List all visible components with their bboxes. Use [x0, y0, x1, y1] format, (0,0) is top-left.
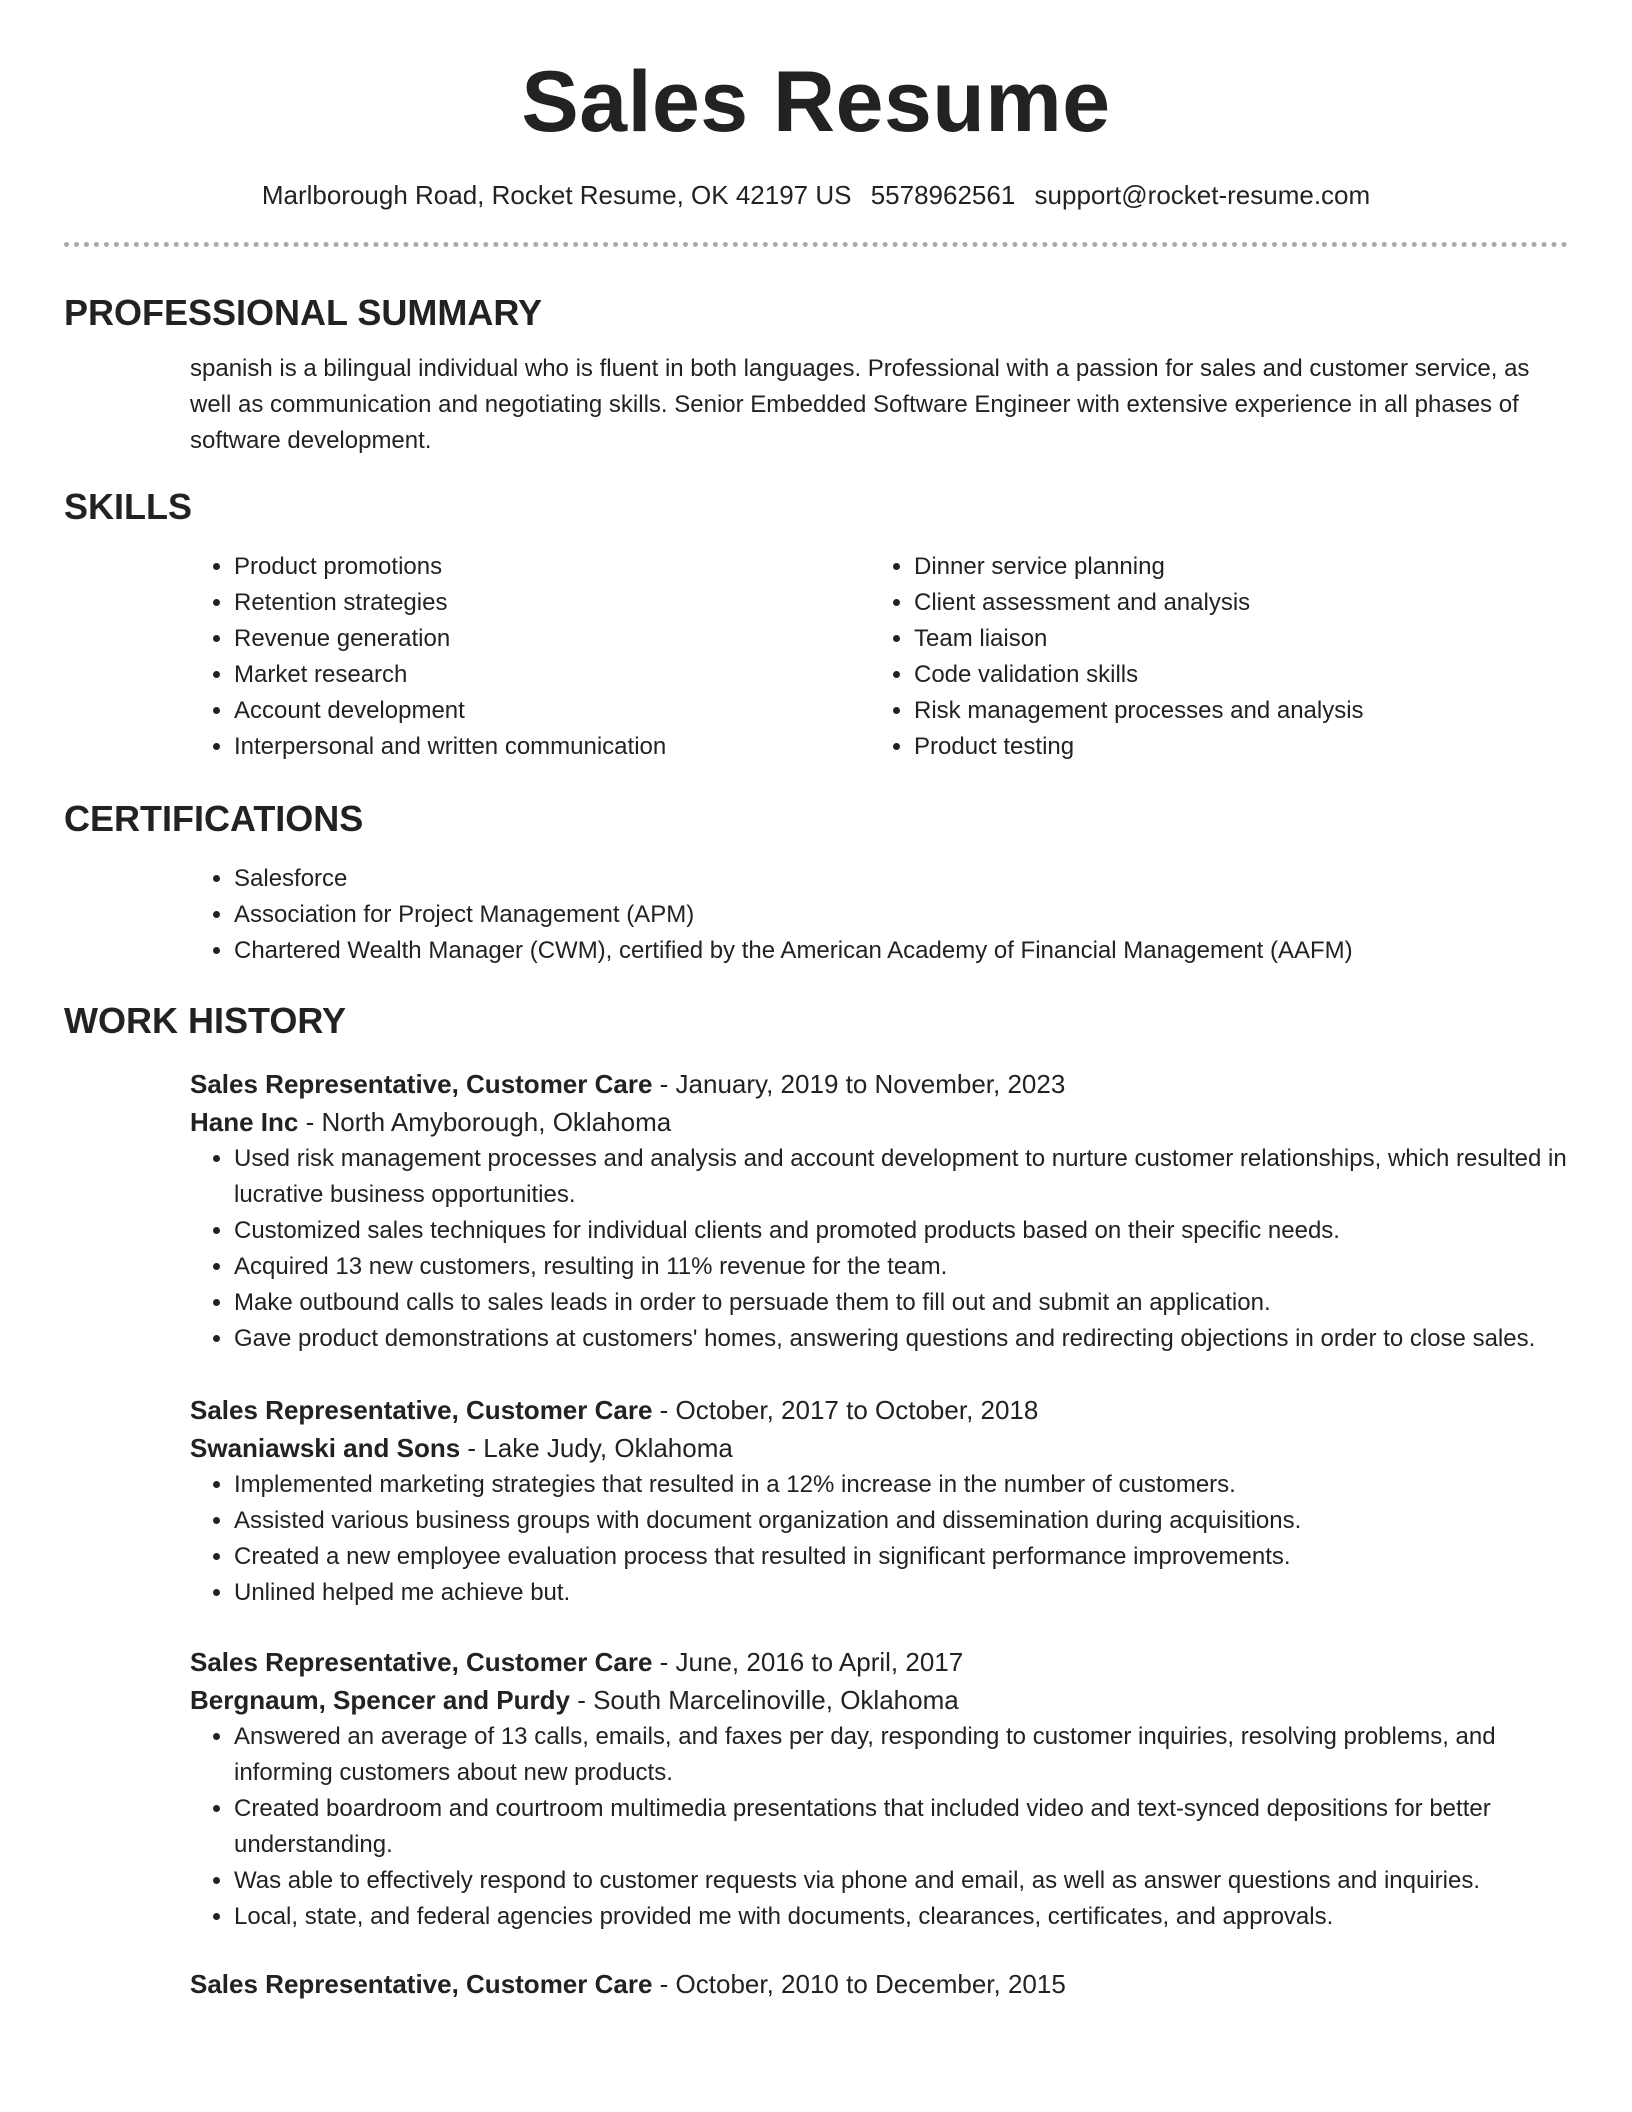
job-bullet: • Implemented marketing strategies that resulted in a 12% increase in the number of customers.	[234, 1467, 1568, 1503]
certification-item: • Chartered Wealth Manager (CWM), certified by the American Academy of Financial Management (AAFM)	[234, 933, 1568, 969]
job-bullet: • Used risk management processes and analysis and account development to nurture customer relationships, which resulted in lucrative business opportunities.	[234, 1141, 1568, 1213]
certification-item: • Salesforce	[234, 861, 1568, 897]
job-entry	[190, 1391, 1568, 1611]
contact-line	[64, 178, 1568, 212]
job-title-line	[190, 1643, 1568, 1681]
job-company-line	[190, 1429, 1568, 1467]
job-bullet: • Created boardroom and courtroom multimedia presentations that included video and text-synced depositions for better understanding.	[234, 1791, 1568, 1863]
skill-item: • Revenue generation	[234, 621, 870, 657]
header-divider	[64, 242, 1568, 247]
resume-name: Sales Resume	[521, 54, 1111, 150]
job-bullet: • Local, state, and federal agencies provided me with documents, clearances, certificates, and approvals.	[234, 1899, 1568, 1935]
skill-item: • Team liaison	[914, 621, 1550, 657]
job-title-line	[190, 1065, 1568, 1103]
job-dates: - June, 2016 to April, 2017	[652, 1647, 964, 1677]
address: Marlborough Road, Rocket Resume, OK 42197 US	[261, 180, 852, 210]
job-role: Sales Representative, Customer Care	[190, 1647, 653, 1677]
skills-column-right	[870, 549, 1550, 765]
job-company-line	[190, 1681, 1568, 1719]
job-title-line	[190, 1965, 1568, 2003]
skills-column-left	[190, 549, 870, 765]
job-dates: - October, 2017 to October, 2018	[652, 1395, 1039, 1425]
job-bullet: • Created a new employee evaluation process that resulted in significant performance improvements.	[234, 1539, 1568, 1575]
skills-list	[190, 549, 1568, 765]
job-bullet: • Customized sales techniques for individual clients and promoted products based on their specific needs.	[234, 1213, 1568, 1249]
job-entry	[190, 1965, 1568, 2003]
job-bullet: • Make outbound calls to sales leads in order to persuade them to fill out and submit an application.	[234, 1285, 1568, 1321]
job-dates: - January, 2019 to November, 2023	[652, 1069, 1066, 1099]
skill-item: • Product promotions	[234, 549, 870, 585]
skill-item: • Product testing	[914, 729, 1550, 765]
job-dates: - October, 2010 to December, 2015	[652, 1969, 1066, 1999]
job-company-line	[190, 1103, 1568, 1141]
phone: 5578962561	[870, 180, 1016, 210]
job-bullet: • Was able to effectively respond to customer requests via phone and email, as well as answer questions and inquiries.	[234, 1863, 1568, 1899]
job-entry	[190, 1643, 1568, 1935]
skills-heading: SKILLS	[64, 486, 193, 527]
certifications-list	[190, 861, 1568, 969]
job-location: - South Marcelinoville, Oklahoma	[569, 1685, 959, 1715]
job-bullet: • Assisted various business groups with document organization and dissemination during acquisitions.	[234, 1503, 1568, 1539]
job-entry	[190, 1065, 1568, 1357]
email: support@rocket-resume.com	[1034, 180, 1371, 210]
skill-item: • Account development	[234, 693, 870, 729]
job-bullets	[190, 1719, 1568, 1935]
job-location: - North Amyborough, Oklahoma	[298, 1107, 672, 1137]
job-company: Hane Inc	[190, 1107, 299, 1137]
work-history-heading: WORK HISTORY	[64, 1000, 347, 1041]
skill-item: • Code validation skills	[914, 657, 1550, 693]
job-company: Swaniawski and Sons	[190, 1433, 461, 1463]
skill-item: • Retention strategies	[234, 585, 870, 621]
skill-item: • Interpersonal and written communication	[234, 729, 870, 765]
summary-heading: PROFESSIONAL SUMMARY	[64, 292, 543, 333]
skill-item: • Dinner service planning	[914, 549, 1550, 585]
job-bullet: • Acquired 13 new customers, resulting in 11% revenue for the team.	[234, 1249, 1568, 1285]
job-bullet: • Gave product demonstrations at customers' homes, answering questions and redirecting objections in order to close sales.	[234, 1321, 1568, 1357]
job-bullet: • Answered an average of 13 calls, emails, and faxes per day, responding to customer inquiries, resolving problems, and informing customers about new products.	[234, 1719, 1568, 1791]
skill-item: • Risk management processes and analysis	[914, 693, 1550, 729]
job-location: - Lake Judy, Oklahoma	[460, 1433, 733, 1463]
certification-item: • Association for Project Management (APM)	[234, 897, 1568, 933]
certifications-heading: CERTIFICATIONS	[64, 798, 364, 839]
job-role: Sales Representative, Customer Care	[190, 1069, 653, 1099]
skill-item: • Client assessment and analysis	[914, 585, 1550, 621]
job-role: Sales Representative, Customer Care	[190, 1395, 653, 1425]
job-role: Sales Representative, Customer Care	[190, 1969, 653, 1999]
summary-text: spanish is a bilingual individual who is fluent in both languages. Professional with a passion for sales and customer service, as well as communication and negotiating skills. Senior Embedded Software Engineer with extensive experience in all phases of software development.	[190, 355, 1530, 454]
job-title-line	[190, 1391, 1568, 1429]
job-bullet: • Unlined helped me achieve but.	[234, 1575, 1568, 1611]
job-bullets	[190, 1467, 1568, 1611]
job-bullets	[190, 1141, 1568, 1357]
job-company: Bergnaum, Spencer and Purdy	[190, 1685, 570, 1715]
skill-item: • Market research	[234, 657, 870, 693]
